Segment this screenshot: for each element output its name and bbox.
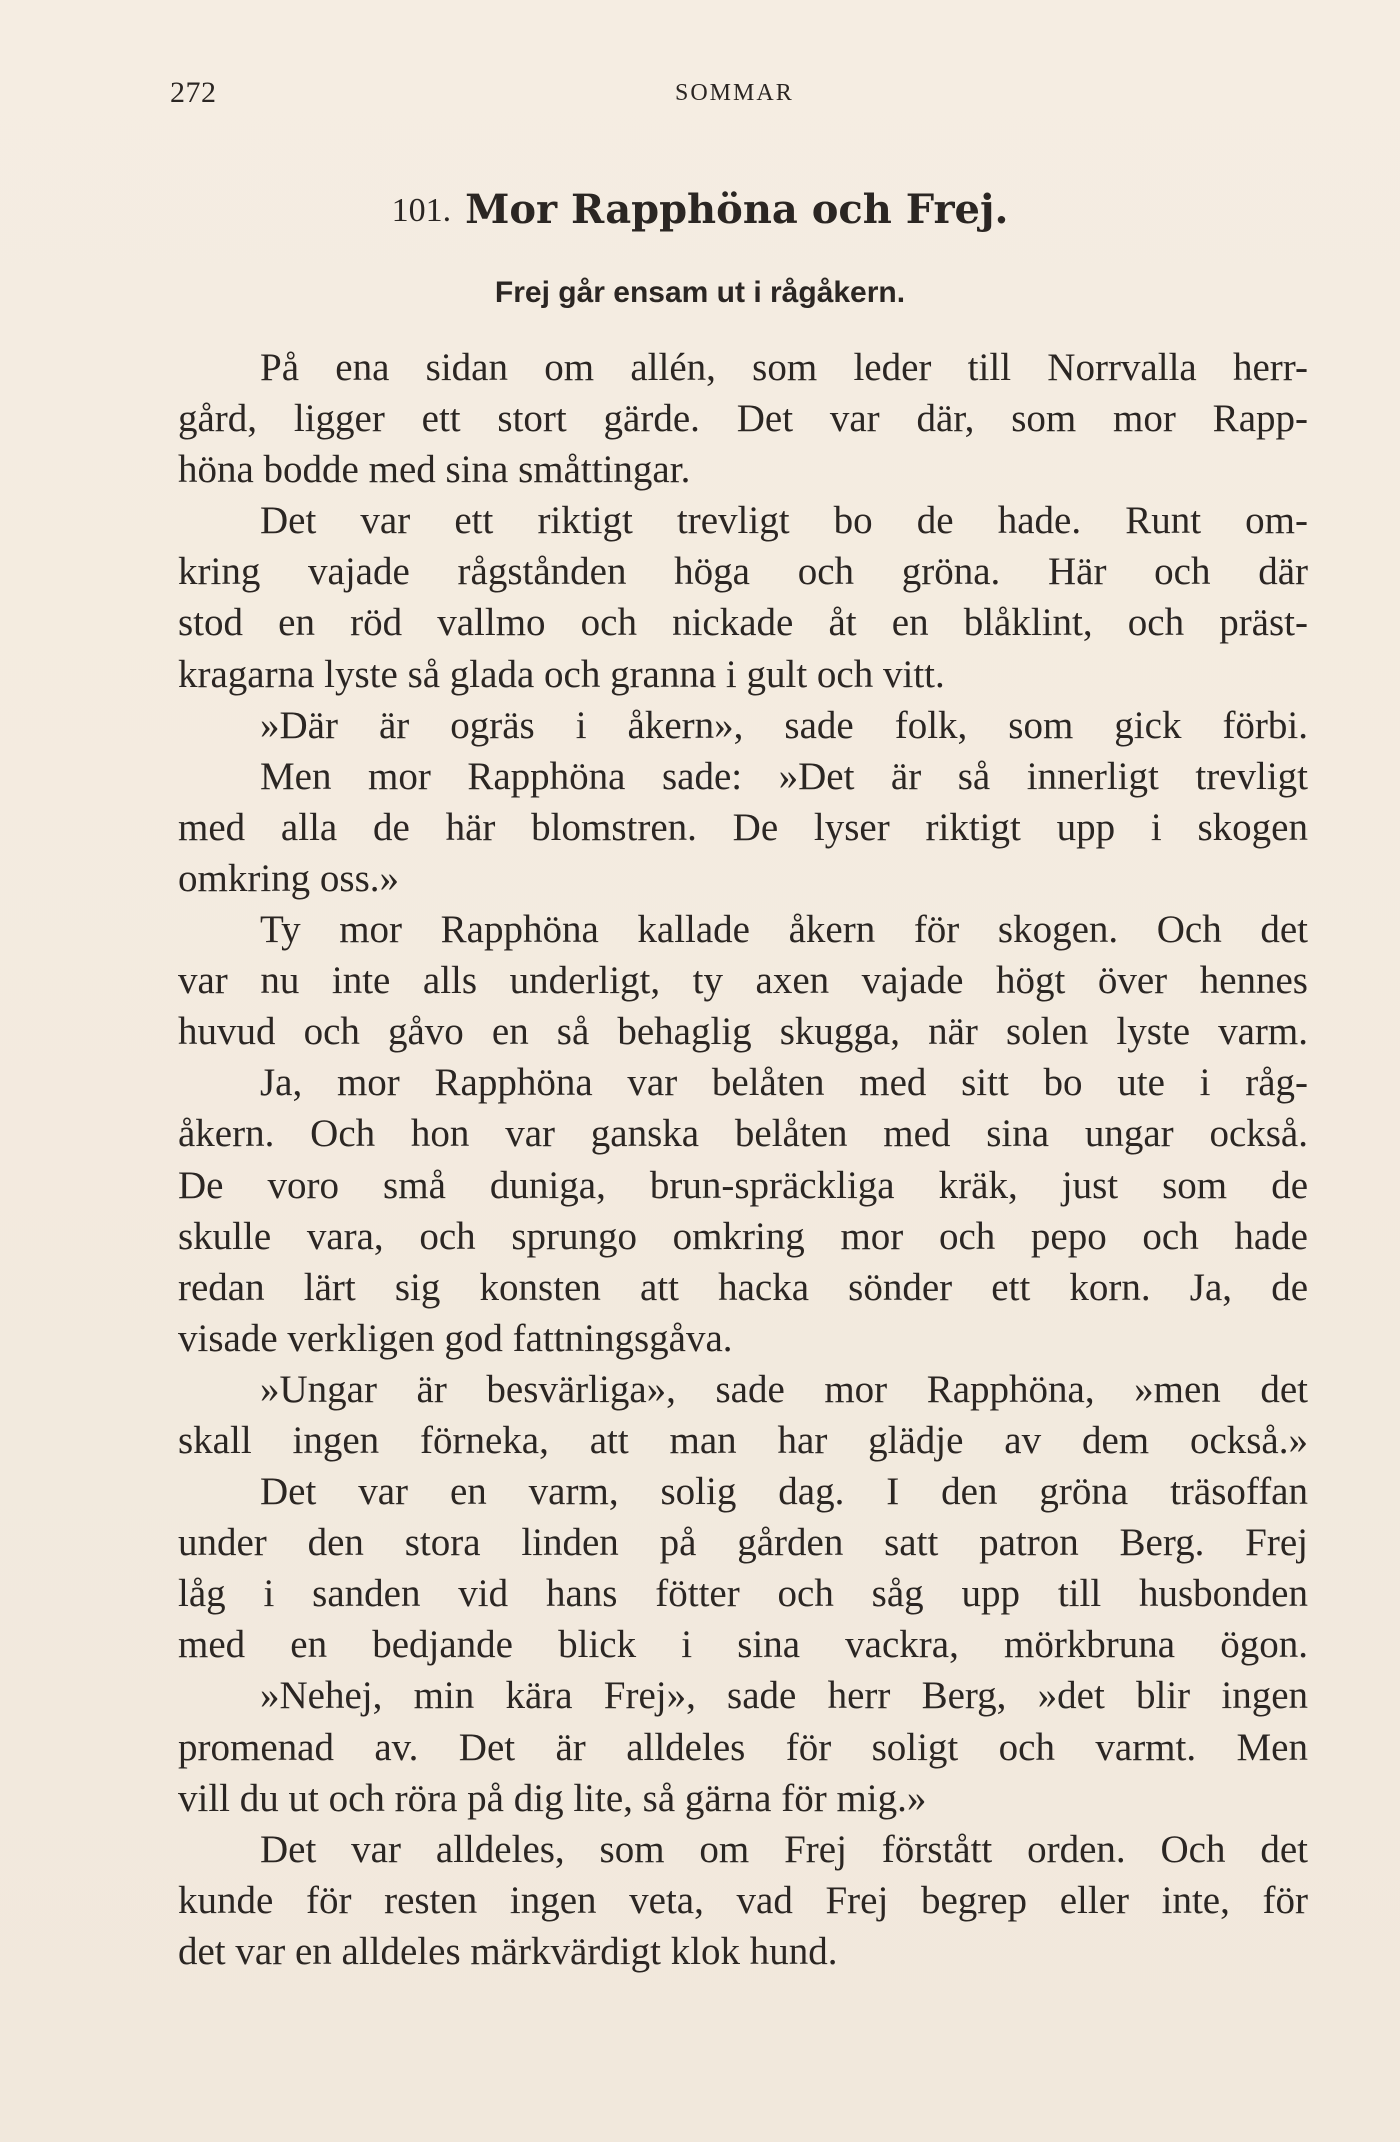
- text-line: höna bodde med sina småttingar.: [178, 448, 691, 492]
- text-line: promenad av. Det är alldeles för soligt och varmt. Men: [178, 1725, 1308, 1769]
- text-line: gård, ligger ett stort gärde. Det var där, som mor Rapp-: [178, 397, 1308, 441]
- text-line: kunde för resten ingen veta, vad Frej begrep eller inte, för: [178, 1878, 1308, 1922]
- text-line: »Ungar är besvärliga», sade mor Rapphöna, »men det: [260, 1367, 1308, 1411]
- text-line: med alla de här blomstren. De lyser riktigt upp i skogen: [178, 805, 1308, 849]
- text-line: kring vajade rågstånden höga och gröna. Här och där: [178, 550, 1308, 594]
- text-line: Ja, mor Rapphöna var belåten med sitt bo ute i råg-: [260, 1061, 1308, 1105]
- running-head: [170, 76, 1320, 116]
- chapter-heading: [0, 186, 1400, 233]
- text-line: Det var en varm, solig dag. I den gröna träsoffan: [260, 1470, 1308, 1514]
- text-line: stod en röd vallmo och nickade åt en blåklint, och präst-: [178, 601, 1308, 645]
- page-number: 272: [170, 76, 217, 109]
- chapter-number: 101.: [391, 192, 452, 229]
- text-line: »Där är ogräs i åkern», sade folk, som gick förbi.: [260, 703, 1308, 747]
- text-line: med en bedjande blick i sina vackra, mörkbruna ögon.: [178, 1623, 1308, 1667]
- chapter-subtitle: Frej går ensam ut i rågåkern.: [494, 276, 906, 309]
- text-line: Ty mor Rapphöna kallade åkern för skogen. Och det: [260, 908, 1308, 952]
- text-line: det var en alldeles märkvärdigt klok hund.: [178, 1929, 838, 1973]
- chapter-title: Mor Rapphöna och Frej.: [465, 186, 1009, 233]
- text-line: »Nehej, min kära Frej», sade herr Berg, »det blir ingen: [260, 1674, 1308, 1718]
- text-line: var nu inte alls underligt, ty axen vajade högt över hennes: [178, 959, 1308, 1003]
- text-line: Det var alldeles, som om Frej förstått orden. Och det: [260, 1827, 1308, 1871]
- text-line: skall ingen förneka, att man har glädje av dem också.»: [178, 1418, 1308, 1462]
- section-title: SOMMAR: [675, 80, 794, 106]
- body-text: [178, 342, 1308, 1977]
- text-line: På ena sidan om allén, som leder till Norrvalla herr-: [260, 346, 1308, 389]
- text-line: åkern. Och hon var ganska belåten med sina ungar också.: [178, 1112, 1308, 1156]
- text-line: visade verkligen god fattningsgåva.: [178, 1316, 733, 1360]
- text-line: vill du ut och röra på dig lite, så gärna för mig.»: [178, 1776, 927, 1820]
- text-line: redan lärt sig konsten att hacka sönder ett korn. Ja, de: [178, 1265, 1308, 1309]
- text-line: De voro små duniga, brun-spräckliga kräk, just som de: [178, 1163, 1308, 1207]
- text-line: omkring oss.»: [178, 856, 400, 900]
- text-line: kragarna lyste så glada och granna i gult och vitt.: [178, 652, 945, 696]
- text-line: Men mor Rapphöna sade: »Det är så innerligt trevligt: [260, 754, 1308, 798]
- text-line: låg i sanden vid hans fötter och såg upp till husbonden: [178, 1572, 1308, 1616]
- text-line: skulle vara, och sprungo omkring mor och pepo och hade: [178, 1214, 1308, 1258]
- text-line: huvud och gåvo en så behaglig skugga, när solen lyste varm.: [178, 1010, 1308, 1054]
- text-line: under den stora linden på gården satt patron Berg. Frej: [178, 1521, 1308, 1565]
- text-line: Det var ett riktigt trevligt bo de hade. Runt om-: [260, 499, 1308, 543]
